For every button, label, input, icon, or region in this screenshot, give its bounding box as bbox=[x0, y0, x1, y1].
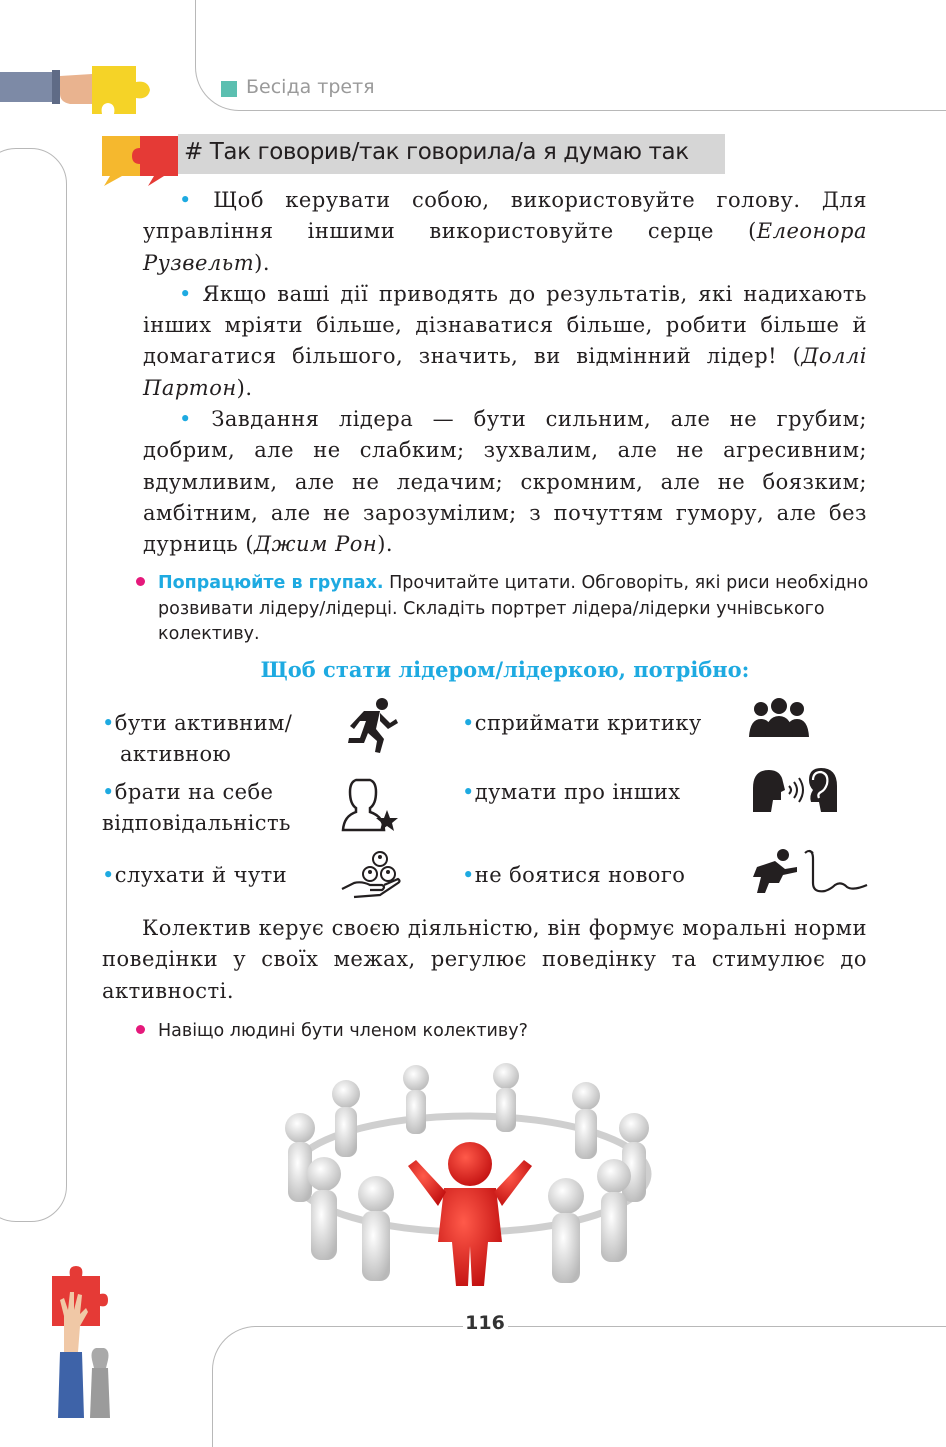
bullet: • bbox=[179, 407, 192, 432]
quote-author: Джим Рон bbox=[254, 532, 378, 557]
speech-puzzle-icon bbox=[100, 134, 180, 186]
bullet: • bbox=[179, 188, 192, 212]
quotes-block bbox=[143, 185, 867, 561]
task-text: Прочитайте цитати. Обговоріть, які риси необхідно розвивати лідеру/лідерці. Складіть портрет лідера/лідерки учнівського колективу. bbox=[158, 573, 869, 644]
bullet: • bbox=[462, 863, 475, 887]
quality-active bbox=[102, 708, 292, 770]
quote-text: Якщо ваші дії приводять до результатів, які надихають інших мріяти більше, дізнаватися більше, робити більше й домагатися більшого, значить, ви відмінний лідер! ( bbox=[143, 281, 867, 369]
group-icon bbox=[748, 697, 810, 739]
quality-text: не боятися нового bbox=[474, 863, 686, 887]
quality-listen bbox=[102, 860, 287, 891]
quote-parton bbox=[143, 279, 867, 404]
bullet: • bbox=[462, 711, 475, 735]
quote-roosevelt bbox=[143, 185, 867, 279]
page-frame-bottom-line bbox=[508, 1326, 946, 1327]
quality-others bbox=[462, 777, 680, 808]
bullet: • bbox=[102, 711, 115, 735]
collective-paragraph bbox=[102, 913, 867, 1007]
quote-author: Доллі Партон bbox=[143, 344, 867, 400]
section-title: # Так говорив/так говорила/а я думаю так bbox=[184, 139, 689, 165]
paragraph-text: Колектив керує своєю діяльністю, він формує моральні норми поведінки у своїх межах, регулює поведінку та стимулює до активності. bbox=[102, 916, 867, 1003]
hands-puzzle-icon bbox=[48, 1264, 128, 1418]
person-snake-icon bbox=[749, 847, 869, 897]
quality-text: сприймати критику bbox=[474, 711, 702, 735]
quality-new bbox=[462, 860, 685, 891]
hand-people-icon bbox=[340, 849, 402, 903]
quote-text: Завдання лідера — бути сильним, але не грубим; добрим, але не слабким; зухвалим, але не агресивним; вдумливим, але не ледачим; скромним, але не боязким; амбітним, але не зарозумілим; з почуттям гумору, але без дурниць ( bbox=[143, 407, 867, 557]
page-frame-left bbox=[0, 148, 67, 1222]
hand-puzzle-icon bbox=[0, 62, 160, 118]
bullet: • bbox=[462, 780, 475, 804]
bullet: • bbox=[102, 863, 115, 887]
question bbox=[158, 1019, 528, 1045]
quote-rohn bbox=[143, 404, 867, 560]
page-number: 116 bbox=[465, 1312, 505, 1334]
quality-criticism bbox=[462, 708, 702, 739]
team-circle-illustration bbox=[266, 1056, 674, 1288]
quote-end: ). bbox=[254, 250, 271, 275]
quote-end: ). bbox=[236, 375, 253, 400]
task-bullet bbox=[136, 577, 145, 586]
header-title: Бесіда третя bbox=[246, 76, 375, 98]
group-task bbox=[158, 571, 870, 648]
person-star-icon bbox=[340, 776, 402, 834]
quote-author: Елеонора Рузвельт bbox=[143, 219, 867, 275]
quality-responsibility bbox=[102, 777, 291, 839]
quality-text: активною bbox=[120, 742, 232, 766]
bullet: • bbox=[179, 281, 192, 306]
question-bullet bbox=[136, 1025, 145, 1034]
quality-text: бути активним/ bbox=[114, 711, 293, 735]
header-marker bbox=[221, 81, 237, 97]
question-text: Навіщо людині бути членом колективу? bbox=[158, 1021, 528, 1041]
quote-end: ). bbox=[377, 532, 394, 557]
quote-text: Щоб керувати собою, використовуйте голову. Для управління іншими використовуйте серце ( bbox=[143, 188, 867, 244]
bullet: • bbox=[102, 780, 115, 804]
task-label: Попрацюйте в групах. bbox=[158, 573, 384, 593]
quality-text: брати на себе bbox=[114, 780, 274, 804]
quality-text: слухати й чути bbox=[114, 863, 288, 887]
speaking-listening-icon bbox=[749, 766, 841, 814]
page-frame-bottom bbox=[212, 1326, 463, 1447]
quality-text: думати про інших bbox=[474, 780, 681, 804]
running-person-icon bbox=[342, 697, 398, 755]
quality-text: відповідальність bbox=[102, 811, 291, 835]
qualities-heading: Щоб стати лідером/лідеркою, потрібно: bbox=[260, 657, 750, 682]
